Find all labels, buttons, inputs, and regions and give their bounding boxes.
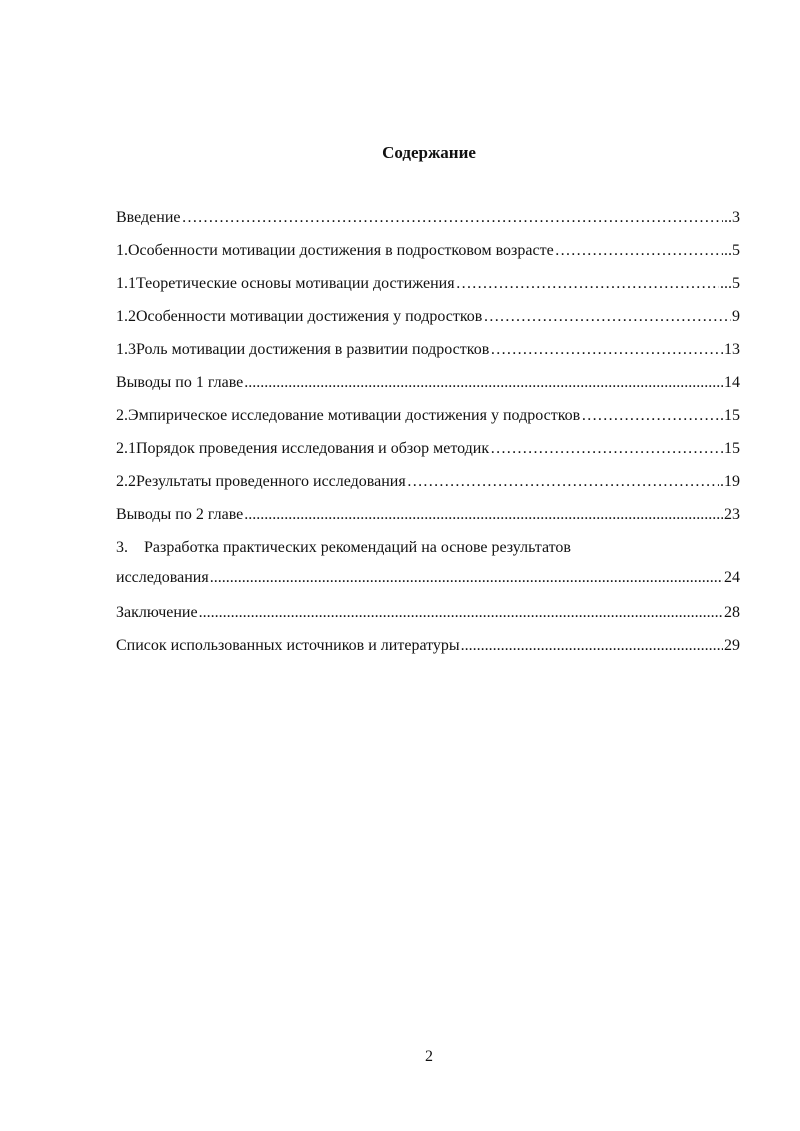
toc-entry-text: Выводы по 1 главе	[116, 374, 244, 391]
toc-entry-page: .19	[720, 473, 740, 490]
toc-entry-2-2	[116, 472, 740, 505]
toc-entry-page: .15	[720, 407, 740, 424]
toc-entry-references	[116, 636, 740, 669]
toc-entry-page: 9	[732, 308, 740, 325]
toc-entry-number: 1.2	[116, 308, 136, 325]
table-of-contents	[116, 208, 740, 669]
toc-entry-number: 1.1	[116, 275, 136, 292]
toc-entry-text: Роль мотивации достижения в развитии подростков	[136, 341, 490, 358]
toc-entry-1-1	[116, 274, 740, 307]
toc-entry-page: 29	[724, 637, 740, 654]
toc-entry-chapter-1	[116, 241, 740, 274]
toc-entry-page: 13	[724, 341, 740, 358]
toc-entry-page: 14	[724, 374, 740, 391]
toc-entry-page: ...5	[720, 275, 740, 292]
toc-entry-page: 15	[724, 440, 740, 457]
toc-entry-page: ..3	[724, 209, 740, 226]
toc-entry-intro	[116, 208, 740, 241]
toc-title: Содержание	[382, 143, 476, 162]
toc-entry-page: ..5	[724, 242, 740, 259]
toc-leader-dots	[210, 568, 723, 588]
toc-entry-number: 3.	[116, 539, 128, 556]
toc-leader-dots	[407, 472, 719, 492]
toc-entry-text: Заключение	[116, 604, 198, 621]
toc-entry-text: Теоретические основы мотивации достижения	[136, 275, 455, 292]
toc-leader-dots	[199, 603, 723, 623]
toc-entry-text: Введение	[116, 209, 181, 226]
toc-entry-conclusions-2	[116, 505, 740, 538]
toc-entry-number: 2.1	[116, 440, 136, 457]
page-number: 2	[425, 1048, 433, 1065]
toc-entry-1-3	[116, 340, 740, 373]
toc-entry-number: 1.	[116, 242, 128, 259]
toc-entry-1-2	[116, 307, 740, 340]
toc-entry-text: Эмпирическое исследование мотивации достижения у подростков	[128, 407, 581, 424]
toc-entry-chapter-2	[116, 406, 740, 439]
toc-entry-text: Особенности мотивации достижения у подростков	[136, 308, 483, 325]
toc-leader-dots	[483, 307, 731, 327]
toc-entry-conclusions-1	[116, 373, 740, 406]
toc-entry-page: 23	[724, 506, 740, 523]
toc-entry-2-1	[116, 439, 740, 472]
toc-leader-dots	[555, 241, 723, 261]
toc-leader-dots	[461, 636, 723, 656]
toc-entry-text: Список использованных источников и литературы	[116, 637, 460, 654]
toc-entry-text: Порядок проведения исследования и обзор методик	[136, 440, 490, 457]
toc-leader-dots	[244, 373, 723, 393]
toc-entry-text: Выводы по 2 главе	[116, 506, 244, 523]
toc-leader-dots	[244, 505, 723, 525]
toc-leader-dots	[490, 439, 723, 459]
toc-entry-conclusion	[116, 603, 740, 636]
toc-entry-number: 2.	[116, 407, 128, 424]
toc-entry-text: исследования	[116, 569, 209, 586]
toc-entry-text: Результаты проведенного исследования	[136, 473, 406, 490]
toc-entry-page: 24	[724, 569, 740, 586]
toc-entry-number: 1.3	[116, 341, 136, 358]
toc-entry-text: Разработка практических рекомендаций на основе результатов	[144, 539, 571, 556]
toc-entry-chapter-3-continued	[116, 568, 740, 603]
toc-entry-page: 28	[724, 604, 740, 621]
toc-leader-dots	[456, 274, 719, 294]
toc-leader-dots	[182, 208, 724, 228]
toc-entry-number: 2.2	[116, 473, 136, 490]
toc-leader-dots	[581, 406, 719, 426]
toc-leader-dots	[490, 340, 723, 360]
toc-entry-chapter-3	[116, 538, 740, 568]
toc-entry-text: Особенности мотивации достижения в подростковом возрасте	[128, 242, 554, 259]
